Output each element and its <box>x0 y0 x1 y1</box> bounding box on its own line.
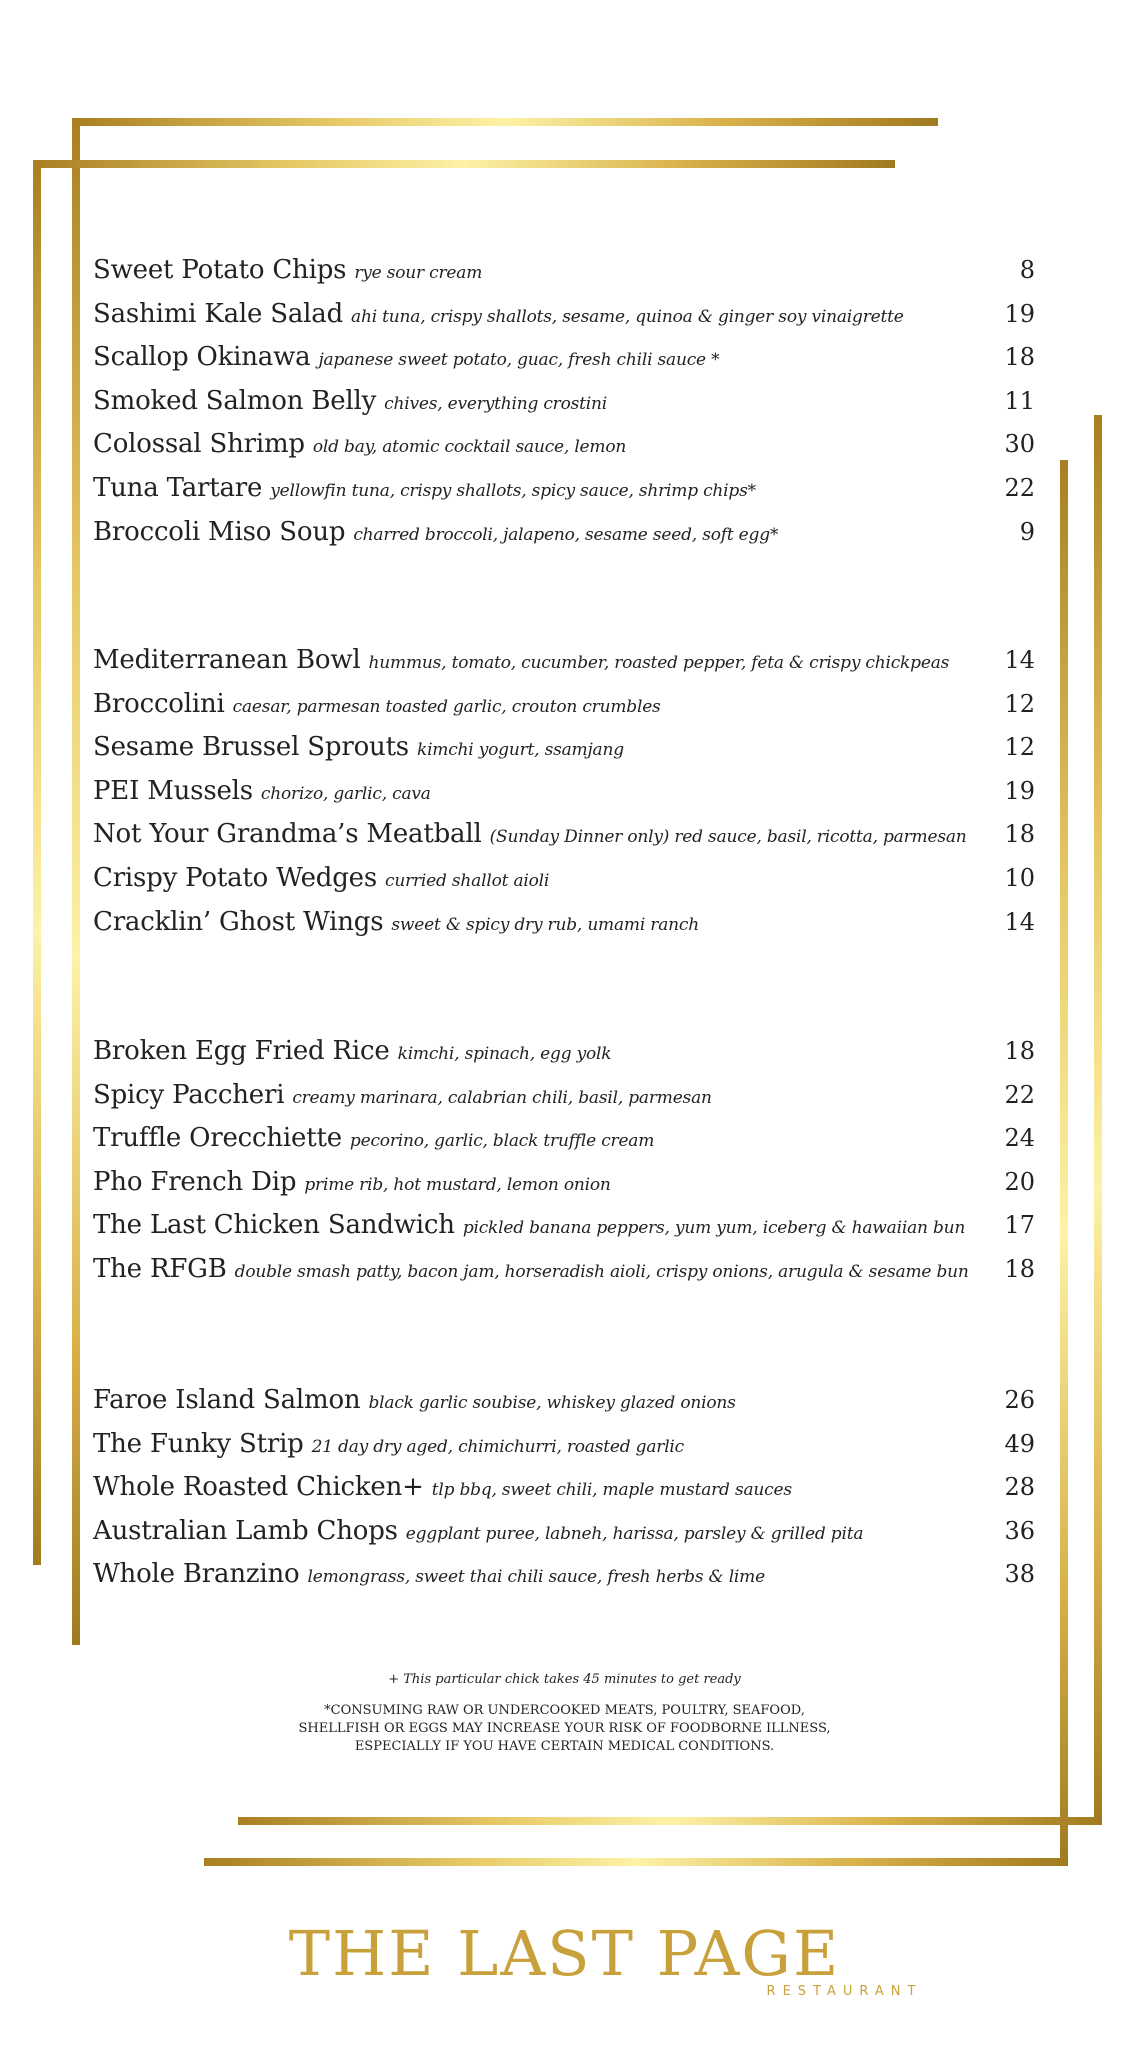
disclaimer-line: SHELLFISH OR EGGS MAY INCREASE YOUR RISK OF FOODBORNE ILLNESS, <box>298 1721 831 1736</box>
menu-item <box>93 689 1035 733</box>
menu-item <box>93 342 1035 386</box>
item-price: 17 <box>1004 1211 1035 1240</box>
item-description: prime rib, hot mustard, lemon onion <box>304 1174 611 1195</box>
menu-item <box>93 1123 1035 1167</box>
item-price: 10 <box>1004 863 1035 892</box>
item-price: 18 <box>1004 1037 1035 1065</box>
menu-item <box>93 776 1035 820</box>
item-description: kimchi yogurt, ssamjang <box>416 740 624 761</box>
frame-right-outer <box>1094 415 1102 1825</box>
item-description: tlp bbq, sweet chili, maple mustard sauces <box>431 1480 792 1501</box>
menu-item <box>93 819 1035 863</box>
item-price: 36 <box>1004 1516 1035 1545</box>
item-name: Sashimi Kale Salad <box>93 298 344 329</box>
frame-bottom-outer <box>238 1817 1102 1825</box>
menu-item <box>93 386 1035 430</box>
menu-section-1 <box>93 255 1035 560</box>
item-name: Broccolini <box>93 688 225 719</box>
menu-item <box>93 1516 1035 1560</box>
item-name: Broccoli Miso Soup <box>93 516 346 547</box>
item-description: kimchi, spinach, egg yolk <box>397 1044 612 1064</box>
item-name: Sweet Potato Chips <box>93 255 347 285</box>
item-name: Not Your Grandma’s Meatball <box>93 819 482 850</box>
frame-top-inner <box>33 160 895 168</box>
disclaimer-line: *CONSUMING RAW OR UNDERCOOKED MEATS, POULTRY, SEAFOOD, <box>324 1703 805 1718</box>
item-name: Cracklin’ Ghost Wings <box>93 906 384 937</box>
item-price: 9 <box>1019 517 1035 546</box>
disclaimer-line: ESPECIALLY IF YOU HAVE CERTAIN MEDICAL CONDITIONS. <box>354 1739 775 1754</box>
item-description: charred broccoli, jalapeno, sesame seed, soft egg* <box>353 524 779 545</box>
item-description: japanese sweet potato, guac, fresh chili sauce * <box>318 350 720 371</box>
item-name: Whole Roasted Chicken+ <box>93 1472 424 1503</box>
item-description: creamy marinara, calabrian chili, basil, parmesan <box>292 1087 712 1108</box>
menu-item <box>93 1167 1035 1211</box>
item-price: 8 <box>1019 256 1035 284</box>
item-price: 22 <box>1004 473 1035 502</box>
frame-top-outer <box>72 118 938 126</box>
menu-item <box>93 1080 1035 1124</box>
item-name: Truffle Orecchiette <box>93 1123 342 1154</box>
menu-section-3 <box>93 1036 1035 1298</box>
chicken-footnote: + This particular chick takes 45 minutes to get ready <box>388 1672 741 1687</box>
menu-item <box>93 299 1035 343</box>
frame-right-inner <box>1060 460 1068 1866</box>
menu-item <box>93 732 1035 776</box>
item-description: sweet & spicy dry rub, umami ranch <box>391 914 699 935</box>
item-name: Tuna Tartare <box>93 472 263 503</box>
item-name: Australian Lamb Chops <box>93 1515 398 1546</box>
item-description: lemongrass, sweet thai chili sauce, fresh herbs & lime <box>307 1567 765 1588</box>
item-description: chorizo, garlic, cava <box>260 783 431 804</box>
item-name: Spicy Paccheri <box>93 1079 285 1110</box>
item-price: 22 <box>1004 1080 1035 1109</box>
item-price: 49 <box>1004 1429 1035 1458</box>
menu-item <box>93 1254 1035 1298</box>
item-price: 28 <box>1004 1473 1035 1502</box>
frame-bottom-inner <box>204 1858 1068 1866</box>
item-price: 19 <box>1004 299 1035 328</box>
menu-item <box>93 1385 1035 1429</box>
menu-item <box>93 1036 1035 1080</box>
item-name: The Last Chicken Sandwich <box>93 1210 455 1241</box>
item-name: Smoked Salmon Belly <box>93 385 377 416</box>
menu-item <box>93 645 1035 689</box>
item-price: 14 <box>1004 646 1035 674</box>
item-description: pecorino, garlic, black truffle cream <box>349 1131 655 1152</box>
item-name: Whole Branzino <box>93 1559 300 1590</box>
health-disclaimer <box>0 1702 1129 1756</box>
menu-item <box>93 1559 1035 1603</box>
item-description: 21 day dry aged, chimichurri, roasted garlic <box>311 1436 684 1457</box>
item-description: double smash patty, bacon jam, horseradish aioli, crispy onions, arugula & sesame bun <box>234 1261 969 1282</box>
item-price: 18 <box>1004 343 1035 372</box>
item-price: 18 <box>1004 820 1035 849</box>
item-description: yellowfin tuna, crispy shallots, spicy sauce, shrimp chips* <box>270 480 756 501</box>
menu-item <box>93 1429 1035 1473</box>
item-description: ahi tuna, crispy shallots, sesame, quinoa & ginger soy vinaigrette <box>351 306 904 327</box>
item-price: 11 <box>1004 386 1035 415</box>
item-price: 19 <box>1004 776 1035 805</box>
item-price: 12 <box>1004 689 1035 718</box>
item-price: 24 <box>1004 1124 1035 1153</box>
menu-item <box>93 1472 1035 1516</box>
item-price: 14 <box>1004 907 1035 936</box>
menu-item <box>93 473 1035 517</box>
item-name: Sesame Brussel Sprouts <box>93 732 409 763</box>
item-name: The Funky Strip <box>93 1428 304 1459</box>
restaurant-logo <box>0 1918 1129 1999</box>
item-description: rye sour cream <box>354 263 483 283</box>
item-description: black garlic soubise, whiskey glazed onions <box>368 1393 736 1413</box>
item-name: Colossal Shrimp <box>93 429 305 460</box>
menu-item <box>93 429 1035 473</box>
item-description: hummus, tomato, cucumber, roasted pepper, feta & crispy chickpeas <box>368 653 950 673</box>
logo-subtitle: RESTAURANT <box>766 1984 923 1999</box>
item-description: caesar, parmesan toasted garlic, crouton crumbles <box>232 696 661 717</box>
logo-wordmark: THE LAST PAGE <box>288 1917 841 1990</box>
menu-item <box>93 255 1035 299</box>
menu-section-4 <box>93 1385 1035 1603</box>
item-price: 20 <box>1004 1167 1035 1196</box>
item-name: Crispy Potato Wedges <box>93 862 377 893</box>
item-name: Mediterranean Bowl <box>93 645 361 675</box>
item-name: Broken Egg Fried Rice <box>93 1036 390 1066</box>
frame-left-outer <box>72 118 80 1645</box>
item-description: chives, everything crostini <box>384 393 608 414</box>
item-price: 26 <box>1004 1386 1035 1414</box>
item-description: pickled banana peppers, yum yum, iceberg & hawaiian bun <box>462 1218 966 1239</box>
item-name: Faroe Island Salmon <box>93 1385 361 1415</box>
menu-item <box>93 1210 1035 1254</box>
item-price: 18 <box>1004 1254 1035 1283</box>
menu-section-2 <box>93 645 1035 950</box>
item-price: 30 <box>1004 430 1035 459</box>
menu-item <box>93 517 1035 561</box>
item-description: eggplant puree, labneh, harissa, parsley & grilled pita <box>405 1523 864 1544</box>
item-price: 38 <box>1004 1560 1035 1589</box>
item-name: PEI Mussels <box>93 775 253 806</box>
item-name: Pho French Dip <box>93 1166 297 1197</box>
item-description: (Sunday Dinner only) red sauce, basil, ricotta, parmesan <box>489 827 967 848</box>
frame-left-inner <box>33 160 41 1565</box>
menu-item <box>93 907 1035 951</box>
item-name: The RFGB <box>93 1253 227 1284</box>
item-description: curried shallot aioli <box>385 870 550 891</box>
item-name: Scallop Okinawa <box>93 342 311 373</box>
item-price: 12 <box>1004 733 1035 762</box>
item-description: old bay, atomic cocktail sauce, lemon <box>312 437 627 458</box>
menu-item <box>93 863 1035 907</box>
